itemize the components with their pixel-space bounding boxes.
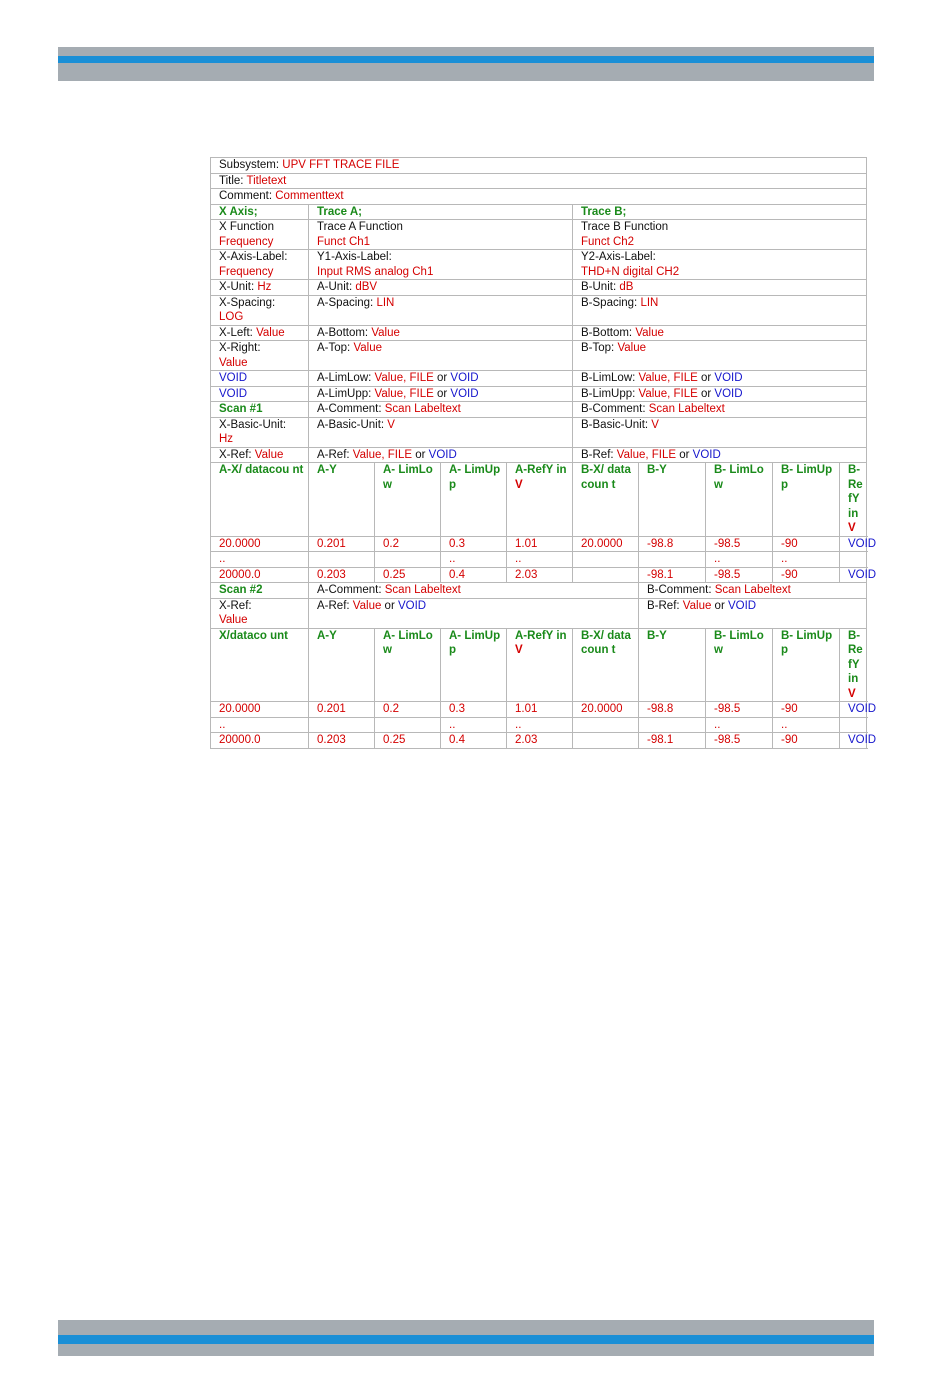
scan1-ref-row: X-Ref: Value A-Ref: Value, FILE or VOID B-Ref: Value, FILE or VOID: [211, 447, 867, 463]
table-cell: 20.0000: [211, 536, 309, 552]
scan1-col-header: A- LimLow: [375, 463, 441, 537]
table-cell: ..: [773, 552, 840, 568]
scan2-col-header: A- LimLow: [375, 628, 441, 702]
table-cell: -90: [773, 702, 840, 718]
table-row: [211, 567, 867, 583]
header-band: [58, 47, 874, 81]
table-cell: 0.2: [375, 536, 441, 552]
scan1-col-header: B- LimUpp: [773, 463, 840, 537]
scan2-col-header: B-X/ datacoun t: [573, 628, 639, 702]
table-cell: -98.8: [639, 702, 706, 718]
scan2-col-header: B- LimLow: [706, 628, 773, 702]
table-cell: 0.3: [441, 536, 507, 552]
table-cell: 2.03: [507, 733, 573, 749]
table-cell: [639, 552, 706, 568]
table-cell: VOID: [840, 733, 867, 749]
table-cell: [573, 552, 639, 568]
scan1-column-header-row: [211, 463, 867, 537]
table-cell: ..: [441, 552, 507, 568]
table-cell: -98.1: [639, 567, 706, 583]
table-cell: VOID: [840, 536, 867, 552]
table-cell: 0.201: [309, 702, 375, 718]
table-cell: ..: [773, 717, 840, 733]
limupp-row: VOID A-LimUpp: Value, FILE or VOID B-LimUpp: Value, FILE or VOID: [211, 386, 867, 402]
scan1-comment-row: Scan #1 A-Comment: Scan Labeltext B-Comment: Scan Labeltext: [211, 402, 867, 418]
table-cell: ..: [507, 552, 573, 568]
table-cell: [309, 717, 375, 733]
table-row: [211, 717, 867, 733]
table-cell: 2.03: [507, 567, 573, 583]
subsystem-row: Subsystem: UPV FFT TRACE FILE: [211, 158, 867, 174]
table-cell: ..: [441, 717, 507, 733]
table-cell: [309, 552, 375, 568]
subsystem-value: UPV FFT TRACE FILE: [282, 159, 400, 171]
table-cell: -98.5: [706, 567, 773, 583]
scan2-comment-row: Scan #2 A-Comment: Scan Labeltext B-Comment: Scan Labeltext: [211, 583, 867, 599]
table-cell: 20000.0: [211, 567, 309, 583]
table-cell: 0.203: [309, 567, 375, 583]
scan2-col-header: A-RefY in V: [507, 628, 573, 702]
table-cell: ..: [211, 717, 309, 733]
table-cell: [840, 717, 867, 733]
table-cell: VOID: [840, 702, 867, 718]
table-cell: 20.0000: [211, 702, 309, 718]
table-cell: ..: [507, 717, 573, 733]
table-cell: 0.25: [375, 567, 441, 583]
table-cell: -98.5: [706, 702, 773, 718]
table-cell: 20.0000: [573, 536, 639, 552]
table-cell: -98.5: [706, 733, 773, 749]
table-cell: 0.4: [441, 567, 507, 583]
table-row: [211, 536, 867, 552]
table-cell: [375, 552, 441, 568]
table-cell: [639, 717, 706, 733]
scan2-col-header: B-Y: [639, 628, 706, 702]
table-cell: -90: [773, 733, 840, 749]
table-cell: -98.1: [639, 733, 706, 749]
table-cell: [573, 567, 639, 583]
table-cell: [840, 552, 867, 568]
scan2-col-header: B- LimUpp: [773, 628, 840, 702]
scan2-col-header: X/dataco unt: [211, 628, 309, 702]
table-cell: 0.4: [441, 733, 507, 749]
table-row: [211, 702, 867, 718]
table-cell: ..: [211, 552, 309, 568]
table-cell: ..: [706, 552, 773, 568]
footer-band: [58, 1320, 874, 1356]
table-cell: [573, 717, 639, 733]
table-cell: -90: [773, 536, 840, 552]
table-cell: ..: [706, 717, 773, 733]
table-cell: [573, 733, 639, 749]
scan1-col-header: A-RefY in V: [507, 463, 573, 537]
right-top-row: X-Right: Value A-Top: Value B-Top: Value: [211, 341, 867, 371]
scan2-col-header: A- LimUpp: [441, 628, 507, 702]
table-row: [211, 733, 867, 749]
scan1-col-header: A-Y: [309, 463, 375, 537]
scan1-col-header: B- LimLow: [706, 463, 773, 537]
scan2-column-header-row: [211, 628, 867, 702]
title-row: Title: Titletext: [211, 173, 867, 189]
table-cell: 0.3: [441, 702, 507, 718]
scan1-col-header: B-X/ datacoun t: [573, 463, 639, 537]
scan2-col-header: A-Y: [309, 628, 375, 702]
table-cell: -98.5: [706, 536, 773, 552]
table-cell: 0.25: [375, 733, 441, 749]
table-row: [211, 552, 867, 568]
table-cell: VOID: [840, 567, 867, 583]
scan1-col-header: A- LimUpp: [441, 463, 507, 537]
table-cell: 0.2: [375, 702, 441, 718]
function-row: X Function Frequency Trace A Function Funct Ch1 Trace B Function Funct Ch2: [211, 220, 867, 250]
comment-row: Comment: Commenttext: [211, 189, 867, 205]
scan2-ref-row: X-Ref: Value A-Ref: Value or VOID B-Ref: Value or VOID: [211, 598, 867, 628]
scan1-col-header: B-RefY in V: [840, 463, 867, 537]
table-cell: 20.0000: [573, 702, 639, 718]
axis-heading-row: X Axis; Trace A; Trace B;: [211, 204, 867, 220]
scan1-basic-unit-row: X-Basic-Unit: Hz A-Basic-Unit: V B-Basic-Unit: V: [211, 417, 867, 447]
scan1-col-header: A-X/ datacou nt: [211, 463, 309, 537]
table-cell: -98.8: [639, 536, 706, 552]
table-cell: 20000.0: [211, 733, 309, 749]
scan2-col-header: B-RefY in V: [840, 628, 867, 702]
table-cell: 0.203: [309, 733, 375, 749]
table-cell: -90: [773, 567, 840, 583]
table-cell: 1.01: [507, 536, 573, 552]
trace-file-structure-table: [210, 157, 877, 749]
scan1-col-header: B-Y: [639, 463, 706, 537]
table-cell: 1.01: [507, 702, 573, 718]
limlow-row: VOID A-LimLow: Value, FILE or VOID B-LimLow: Value, FILE or VOID: [211, 371, 867, 387]
unit-row: X-Unit: Hz A-Unit: dBV B-Unit: dB: [211, 280, 867, 296]
spacing-row: X-Spacing: LOG A-Spacing: LIN B-Spacing: LIN: [211, 295, 867, 325]
table-cell: [375, 717, 441, 733]
axis-label-row: X-Axis-Label: Frequency Y1-Axis-Label: Input RMS analog Ch1 Y2-Axis-Label: THD+N digital CH2: [211, 250, 867, 280]
table-cell: 0.201: [309, 536, 375, 552]
left-bottom-row: X-Left: Value A-Bottom: Value B-Bottom: Value: [211, 325, 867, 341]
